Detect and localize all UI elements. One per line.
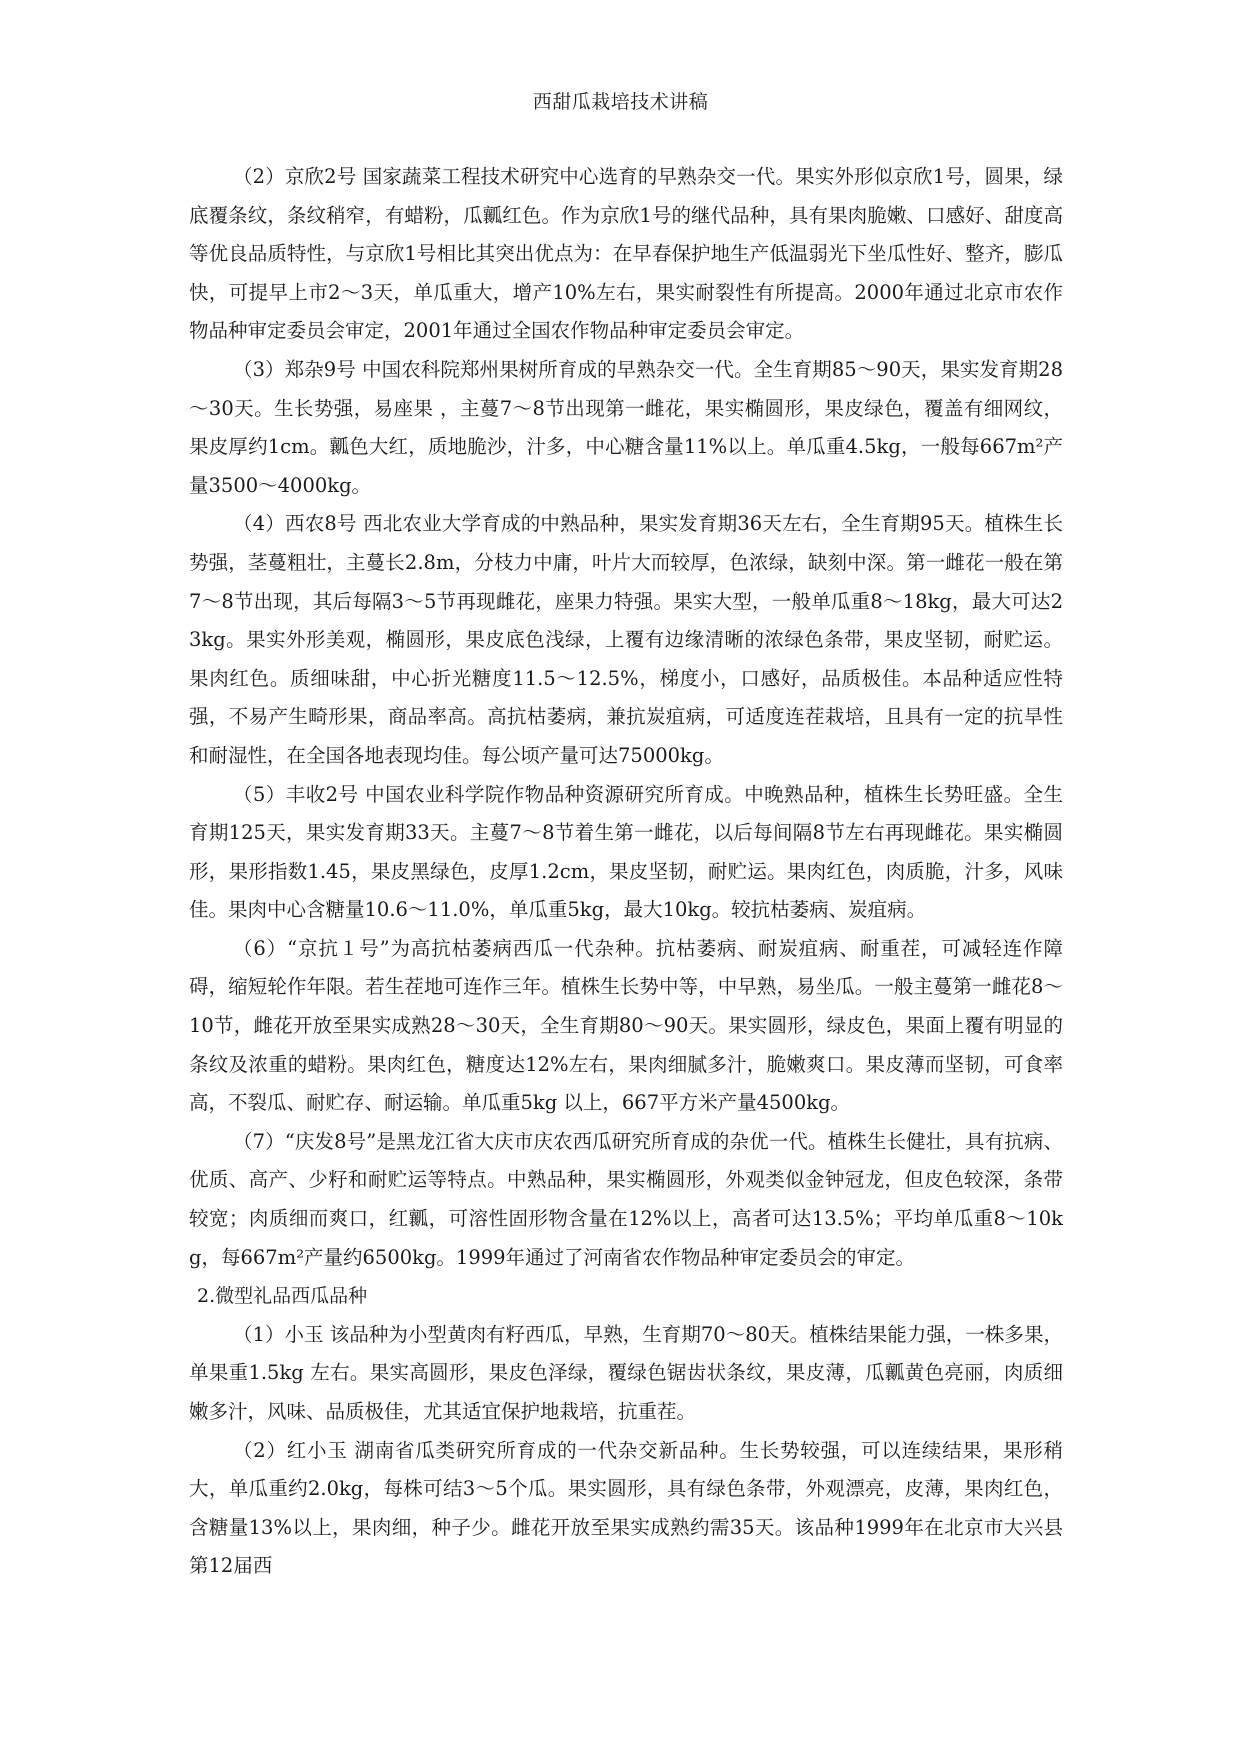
section-heading: 2.微型礼品西瓜品种 (197, 1285, 368, 1308)
paragraph-hongxiaoyu: （2）红小玉 湖南省瓜类研究所育成的一代杂交新品种。生长势较强，可以连续结果，果形稍大，单瓜重约2.0kg，每株可结3～5个瓜。果实圆形，具有绿色条带，外观漂亮，皮薄，果肉红色，含糖量13%以上，果肉细，种子少。雌花开放至果实成熟约需35天。该品种1999年在北京市大兴县第12届西 (189, 1438, 1063, 1578)
paragraph-jingxin-2: （2）京欣2号 国家蔬菜工程技术研究中心选育的早熟杂交一代。果实外形似京欣1号，圆果，绿底覆条纹，条纹稍窄，有蜡粉，瓜瓤红色。作为京欣1号的继代品种，具有果肉脆嫩、口感好、甜度高等优良品质特性，与京欣1号相比其突出优点为：在早春保护地生产低温弱光下坐瓜性好、整齐，膨瓜快，可提早上市2～3天，单瓜重大，增产10%左右，果实耐裂性有所提高。2000年通过北京市农作物品种审定委员会审定，2001年通过全国农作物品种审定委员会审定。 (189, 165, 1063, 343)
document-body (189, 158, 1063, 1586)
paragraph-zhengza-9: （3）郑杂9号 中国农科院郑州果树所育成的早熟杂交一代。全生育期85～90天，果实发育期28～30天。生长势强，易座果 ，主蔓7～8节出现第一雌花，果实椭圆形，果皮绿色，覆盖有细网纹，果皮厚约1cm。瓤色大红，质地脆沙，汁多，中心糖含量11%以上。单瓜重4.5kg，一般每667m²产量3500～4000kg。 (189, 357, 1063, 497)
paragraph-fengshou-2: （5）丰收2号 中国农业科学院作物品种资源研究所育成。中晚熟品种，植株生长势旺盛。全生育期125天，果实发育期33天。主蔓7～8节着生第一雌花，以后每间隔8节左右再现雌花。果实椭圆形，果形指数1.45，果皮黑绿色，皮厚1.2cm，果皮坚韧，耐贮运。果肉红色，肉质脆，汁多，风味佳。果肉中心含糖量10.6～11.0%，单瓜重5kg，最大10kg。较抗枯萎病、炭疽病。 (189, 782, 1063, 922)
document-title: 西甜瓜栽培技术讲稿 (532, 91, 709, 113)
paragraph-jingkang-1: （6）“京抗１号”为高抗枯萎病西瓜一代杂种。抗枯萎病、耐炭疽病、耐重茬，可减轻连作障碍，缩短轮作年限。若生茬地可连作三年。植株生长势中等，中早熟，易坐瓜。一般主蔓第一雌花8～10节，雌花开放至果实成熟28～30天，全生育期80～90天。果实圆形，绿皮色，果面上覆有明显的条纹及浓重的蜡粉。果肉红色，糖度达12%左右，果肉细腻多汁，脆嫩爽口。果皮薄而坚韧，可食率高，不裂瓜、耐贮存、耐运输。单瓜重5kg 以上，667平方米产量4500kg。 (189, 936, 1063, 1115)
paragraph-xiaoyu: （1）小玉 该品种为小型黄肉有籽西瓜，早熟，生育期70～80天。植株结果能力强，一株多果，单果重1.5kg 左右。果实高圆形，果皮色泽绿，覆绿色锯齿状条纹，果皮薄，瓜瓤黄色亮丽，肉质细嫩多汁，风味、品质极佳，尤其适宜保护地栽培，抗重茬。 (189, 1322, 1063, 1423)
paragraph-xinong-8: （4）西农8号 西北农业大学育成的中熟品种，果实发育期36天左右，全生育期95天。植株生长势强，茎蔓粗壮，主蔓长2.8m，分枝力中庸，叶片大而较厚，色浓绿，缺刻中深。第一雌花一般在第7～8节出现，其后每隔3～5节再现雌花，座果力特强。果实大型，一般单瓜重8～18kg，最大可达23kg。果实外形美观，椭圆形，果皮底色浅绿，上覆有边缘清晰的浓绿色条带，果皮坚韧，耐贮运。果肉红色。质细味甜，中心折光糖度11.5～12.5%，梯度小，口感好，品质极佳。本品种适应性特强，不易产生畸形果，商品率高。高抗枯萎病，兼抗炭疽病，可适度连茬栽培，且具有一定的抗旱性和耐湿性，在全国各地表现均佳。每公顷产量可达75000kg。 (189, 512, 1063, 767)
paragraph-qingfa-8: （7）“庆发8号”是黑龙江省大庆市庆农西瓜研究所育成的杂优一代。植株生长健壮，具有抗病、优质、高产、少籽和耐贮运等特点。中熟品种，果实椭圆形，外观类似金钟冠龙，但皮色较深，条带较宽；肉质细而爽口，红瓤，可溶性固形物含量在12%以上，高者可达13.5%；平均单瓜重8～10kg，每667m²产量约6500kg。1999年通过了河南省农作物品种审定委员会的审定。 (189, 1129, 1063, 1269)
